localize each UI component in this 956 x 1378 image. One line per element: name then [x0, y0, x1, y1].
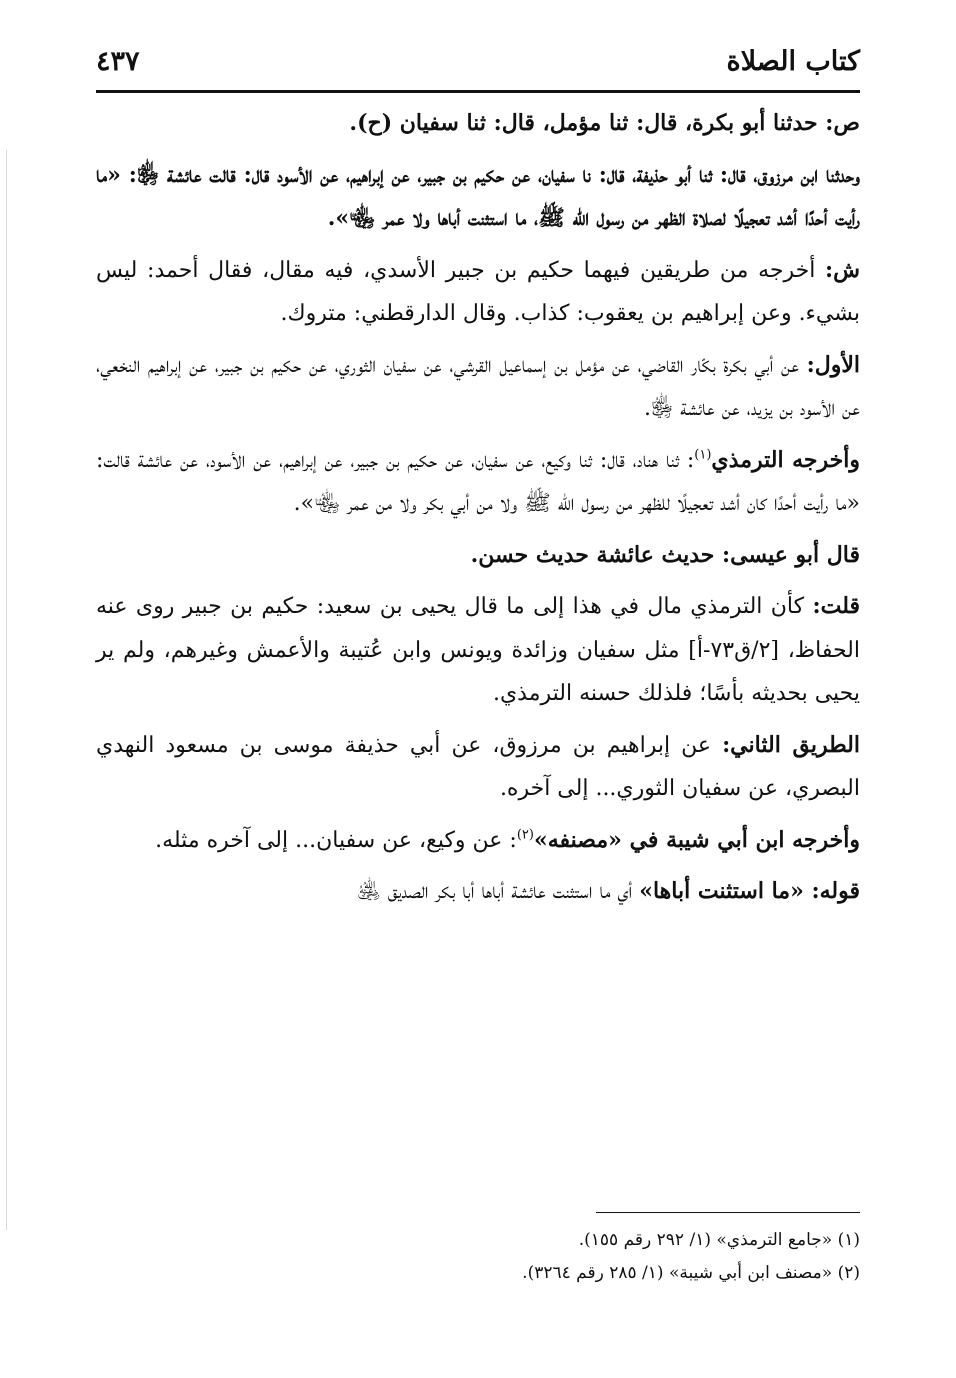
paragraph: [96, 344, 860, 431]
paragraph-lead: قوله: «ما استثنت أباها»: [639, 878, 860, 904]
paragraph-text: أي ما استثنت عائشة أباها أبا بكر الصديق ﵁: [356, 879, 640, 904]
page-number: ٤٣٧: [96, 46, 140, 77]
footnote-1: (١) «جامع الترمذي» (١/ ٢٩٢ رقم ١٥٥).: [578, 1230, 860, 1250]
paragraph-text: عن أبي بكرة بكّار القاضي، عن مؤمل بن إسماعيل القرشي، عن سفيان الثوري، عن حكيم بن جبير، عن إبراهيم النخعي، عن الأسود بن يزيد، عن عائشة ﵂.: [96, 352, 860, 421]
paragraph-lead: الطريق الثاني:: [722, 731, 860, 758]
main-text: [96, 102, 860, 922]
paragraph-lead: وأخرجه الترمذي: [711, 446, 860, 473]
paragraph: [96, 249, 860, 336]
paragraph: [96, 154, 860, 241]
footnote-marker[interactable]: (٢): [516, 827, 534, 843]
paragraph: [96, 102, 860, 146]
chapter-title: كتاب الصلاة: [726, 46, 860, 77]
header-rule: [96, 90, 860, 93]
paragraph: [96, 870, 860, 914]
footnote-marker[interactable]: (١): [694, 447, 712, 463]
footnotes: [96, 1224, 860, 1290]
running-header: [96, 38, 860, 94]
paragraph-text: عن إبراهيم بن مرزوق، عن أبي حذيفة موسى بن مسعود النهدي البصري، عن سفيان الثوري... إلى آخره.: [96, 732, 860, 801]
paragraph: [96, 819, 860, 863]
paragraph-text: : عن وكيع، عن سفيان... إلى آخره مثله.: [155, 827, 517, 853]
paragraph-text: وحدثنا ابن مرزوق، قال: ثنا أبو حذيفة، قال: نا سفيان، عن حكيم بن جبير، عن إبراهيم، عن الأسود قال: قالت عائشة ﵂: «ما رأيت أحدًا أشد تعجيلًا لصلاة الظهر من رسول الله ﷺ، ما استثنت أباها ولا عمر ﵄».: [96, 161, 860, 231]
paragraph-text: أخرجه من طريقين فيهما حكيم بن جبير الأسدي، فيه مقال، فقال أحمد: ليس بشيء. وعن إبراهيم بن يعقوب: كذاب. وقال الدارقطني: متروك.: [96, 257, 860, 326]
paragraph: [96, 724, 860, 811]
paragraph-lead: وأخرجه ابن أبي شيبة في «مصنفه»: [533, 826, 860, 853]
page-edge-line: [6, 150, 7, 1230]
paragraph: [96, 439, 860, 526]
paragraph: [96, 585, 860, 716]
paragraph: [96, 534, 860, 578]
paragraph-text: كأن الترمذي مال في هذا إلى ما قال يحيى بن سعيد: حكيم بن جبير روى عنه الحفاظ، [٢/ق٧٣-أ] مثل سفيان وزائدة ويونس وابن عُتيبة والأعمش وغيرهم، ولم ير يحيى بحديثه بأسًا؛ فلذلك حسنه الترمذي.: [96, 594, 860, 706]
paragraph-lead: الأول:: [806, 351, 860, 378]
footnote-rule: [596, 1212, 860, 1213]
paragraph-lead: قلت:: [812, 593, 860, 619]
footnote-2: (٢) «مصنف ابن أبي شيبة» (١/ ٢٨٥ رقم ٣٢٦٤).: [522, 1263, 860, 1283]
paragraph-text: ص: حدثنا أبو بكرة، قال: ثنا مؤمل، قال: ثنا سفيان (ح).: [349, 110, 860, 136]
paragraph-lead: ش:: [825, 256, 860, 283]
paragraph-text: قال أبو عيسى: حديث عائشة حديث حسن.: [470, 541, 860, 568]
paragraph-text: : ثنا هناد، قال: ثنا وكيع، عن سفيان، عن حكيم بن جبير، عن إبراهيم، عن الأسود، عن عائشة قالت: «ما رأيت أحدًا كان أشد تعجيلًا للظهر من رسول الله ﷺ ولا من أبي بكر ولا من عمر ﵄».: [96, 447, 860, 516]
